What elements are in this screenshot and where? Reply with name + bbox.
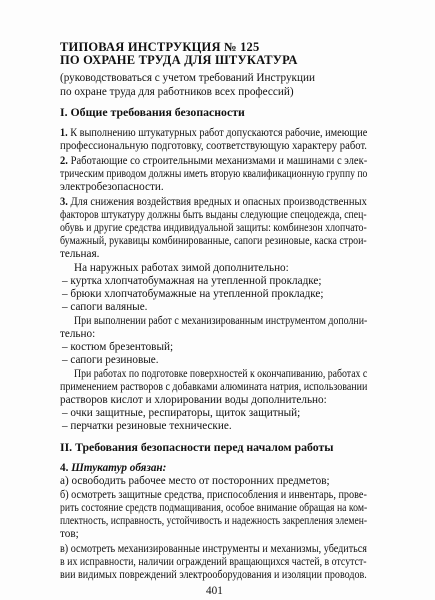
paragraph-3-line-2: факторов штукатуру должны быть выданы следующие спецодежда, спец- <box>60 209 367 221</box>
item-number: 2. <box>60 155 68 167</box>
paragraph-3-line-5: тельная. <box>60 248 100 260</box>
duty-b-line-3: плектность, исправность, устойчивость и надежность закрепления элемен- <box>60 515 368 527</box>
paragraph-4-heading <box>60 462 166 475</box>
item-number: 4. <box>60 462 69 474</box>
duty-c-line-2: в их исправности, наличии ограждений вращающихся частей, в отсутст- <box>60 556 367 568</box>
paragraph-2-line-2: трическим приводом должны иметь вторую квалификационную группу по <box>60 168 368 180</box>
surface-prep-line-1: При работах по подготовке поверхностей к окончапиванию, работах с <box>74 368 368 380</box>
paragraph-2-line-3: электробезопасности. <box>60 181 164 193</box>
paragraph-1-line-1 <box>60 127 367 140</box>
line-text-emphasis: Штукатур обязан: <box>68 462 167 474</box>
winter-intro: На наружных работах зимой дополнительно: <box>74 262 289 274</box>
mechanized-intro-line-2: тельно: <box>60 328 96 340</box>
subtitle-line-1: (руководствоваться с учетом требований Инструкции <box>60 72 315 84</box>
list-item: – сапоги валяные. <box>62 301 148 313</box>
line-text: К выполнению штукатурных работ допускаются рабочие, имеющие <box>67 127 368 139</box>
duty-b-line-4: тов; <box>60 528 79 540</box>
section-heading-2: II. Требования безопасности перед началом работы <box>60 440 334 454</box>
paragraph-3-line-1 <box>60 196 367 209</box>
list-item: – куртка хлопчатобумажная на утепленной прокладке; <box>62 275 322 287</box>
duty-b-line-2: рить состояние средств подмащивания, особое внимание обращая на ком- <box>60 502 368 514</box>
surface-prep-line-3: растворов кислот и хлорировании воды дополнительно: <box>60 394 327 406</box>
section-heading-1: I. Общие требования безопасности <box>60 105 245 119</box>
line-text: Работающие со строительными механизмами и машинами с элек- <box>67 155 368 167</box>
paragraph-2-line-1 <box>60 155 367 168</box>
list-item: – очки защитные, респираторы, щиток защитный; <box>62 407 301 419</box>
paragraph-3-line-3: обувь и другие средства индивидуальной защиты: комбинезон хлопчато- <box>60 222 367 234</box>
mechanized-intro-line-1: При выполнении работ с механизированным инструментом дополни- <box>74 315 368 327</box>
subtitle-line-2: по охране труда для работников всех профессий) <box>60 86 294 98</box>
list-item: – сапоги резиновые. <box>62 354 159 366</box>
duty-b-line-1: б) осмотреть защитные средства, приспособления и инвентарь, прове- <box>60 489 367 501</box>
duty-c-line-3: вии видимых повреждений электрооборудования и изоляции проводов. <box>60 569 367 581</box>
title-line-2: ПО ОХРАНЕ ТРУДА ДЛЯ ШТУКАТУРА <box>60 53 298 67</box>
item-number: 3. <box>60 196 68 208</box>
paragraph-1-line-2: профессиональную подготовку, соответствующую характеру работ. <box>60 140 367 152</box>
line-text: Для снижения воздействия вредных и опасных производственных <box>67 196 367 208</box>
item-number: 1. <box>60 127 68 139</box>
list-item: – костюм брезентовый; <box>62 341 174 353</box>
page-number: 401 <box>206 585 223 597</box>
list-item: – брюки хлопчатобумажные на утепленной прокладке; <box>62 288 324 300</box>
duty-c-line-1: в) осмотреть механизированные инструменты и механизмы, убедиться <box>60 543 367 555</box>
title-line-1: ТИПОВАЯ ИНСТРУКЦИЯ № 125 <box>60 40 260 54</box>
duty-a: а) освободить рабочее место от посторонних предметов; <box>60 475 330 487</box>
paragraph-3-line-4: бумажный, рукавицы комбинированные, сапоги резиновые, каска строи- <box>60 235 367 247</box>
list-item: – перчатки резиновые технические. <box>62 420 232 432</box>
surface-prep-line-2: применением растворов с добавками алюмината натрия, использовании <box>60 381 368 393</box>
